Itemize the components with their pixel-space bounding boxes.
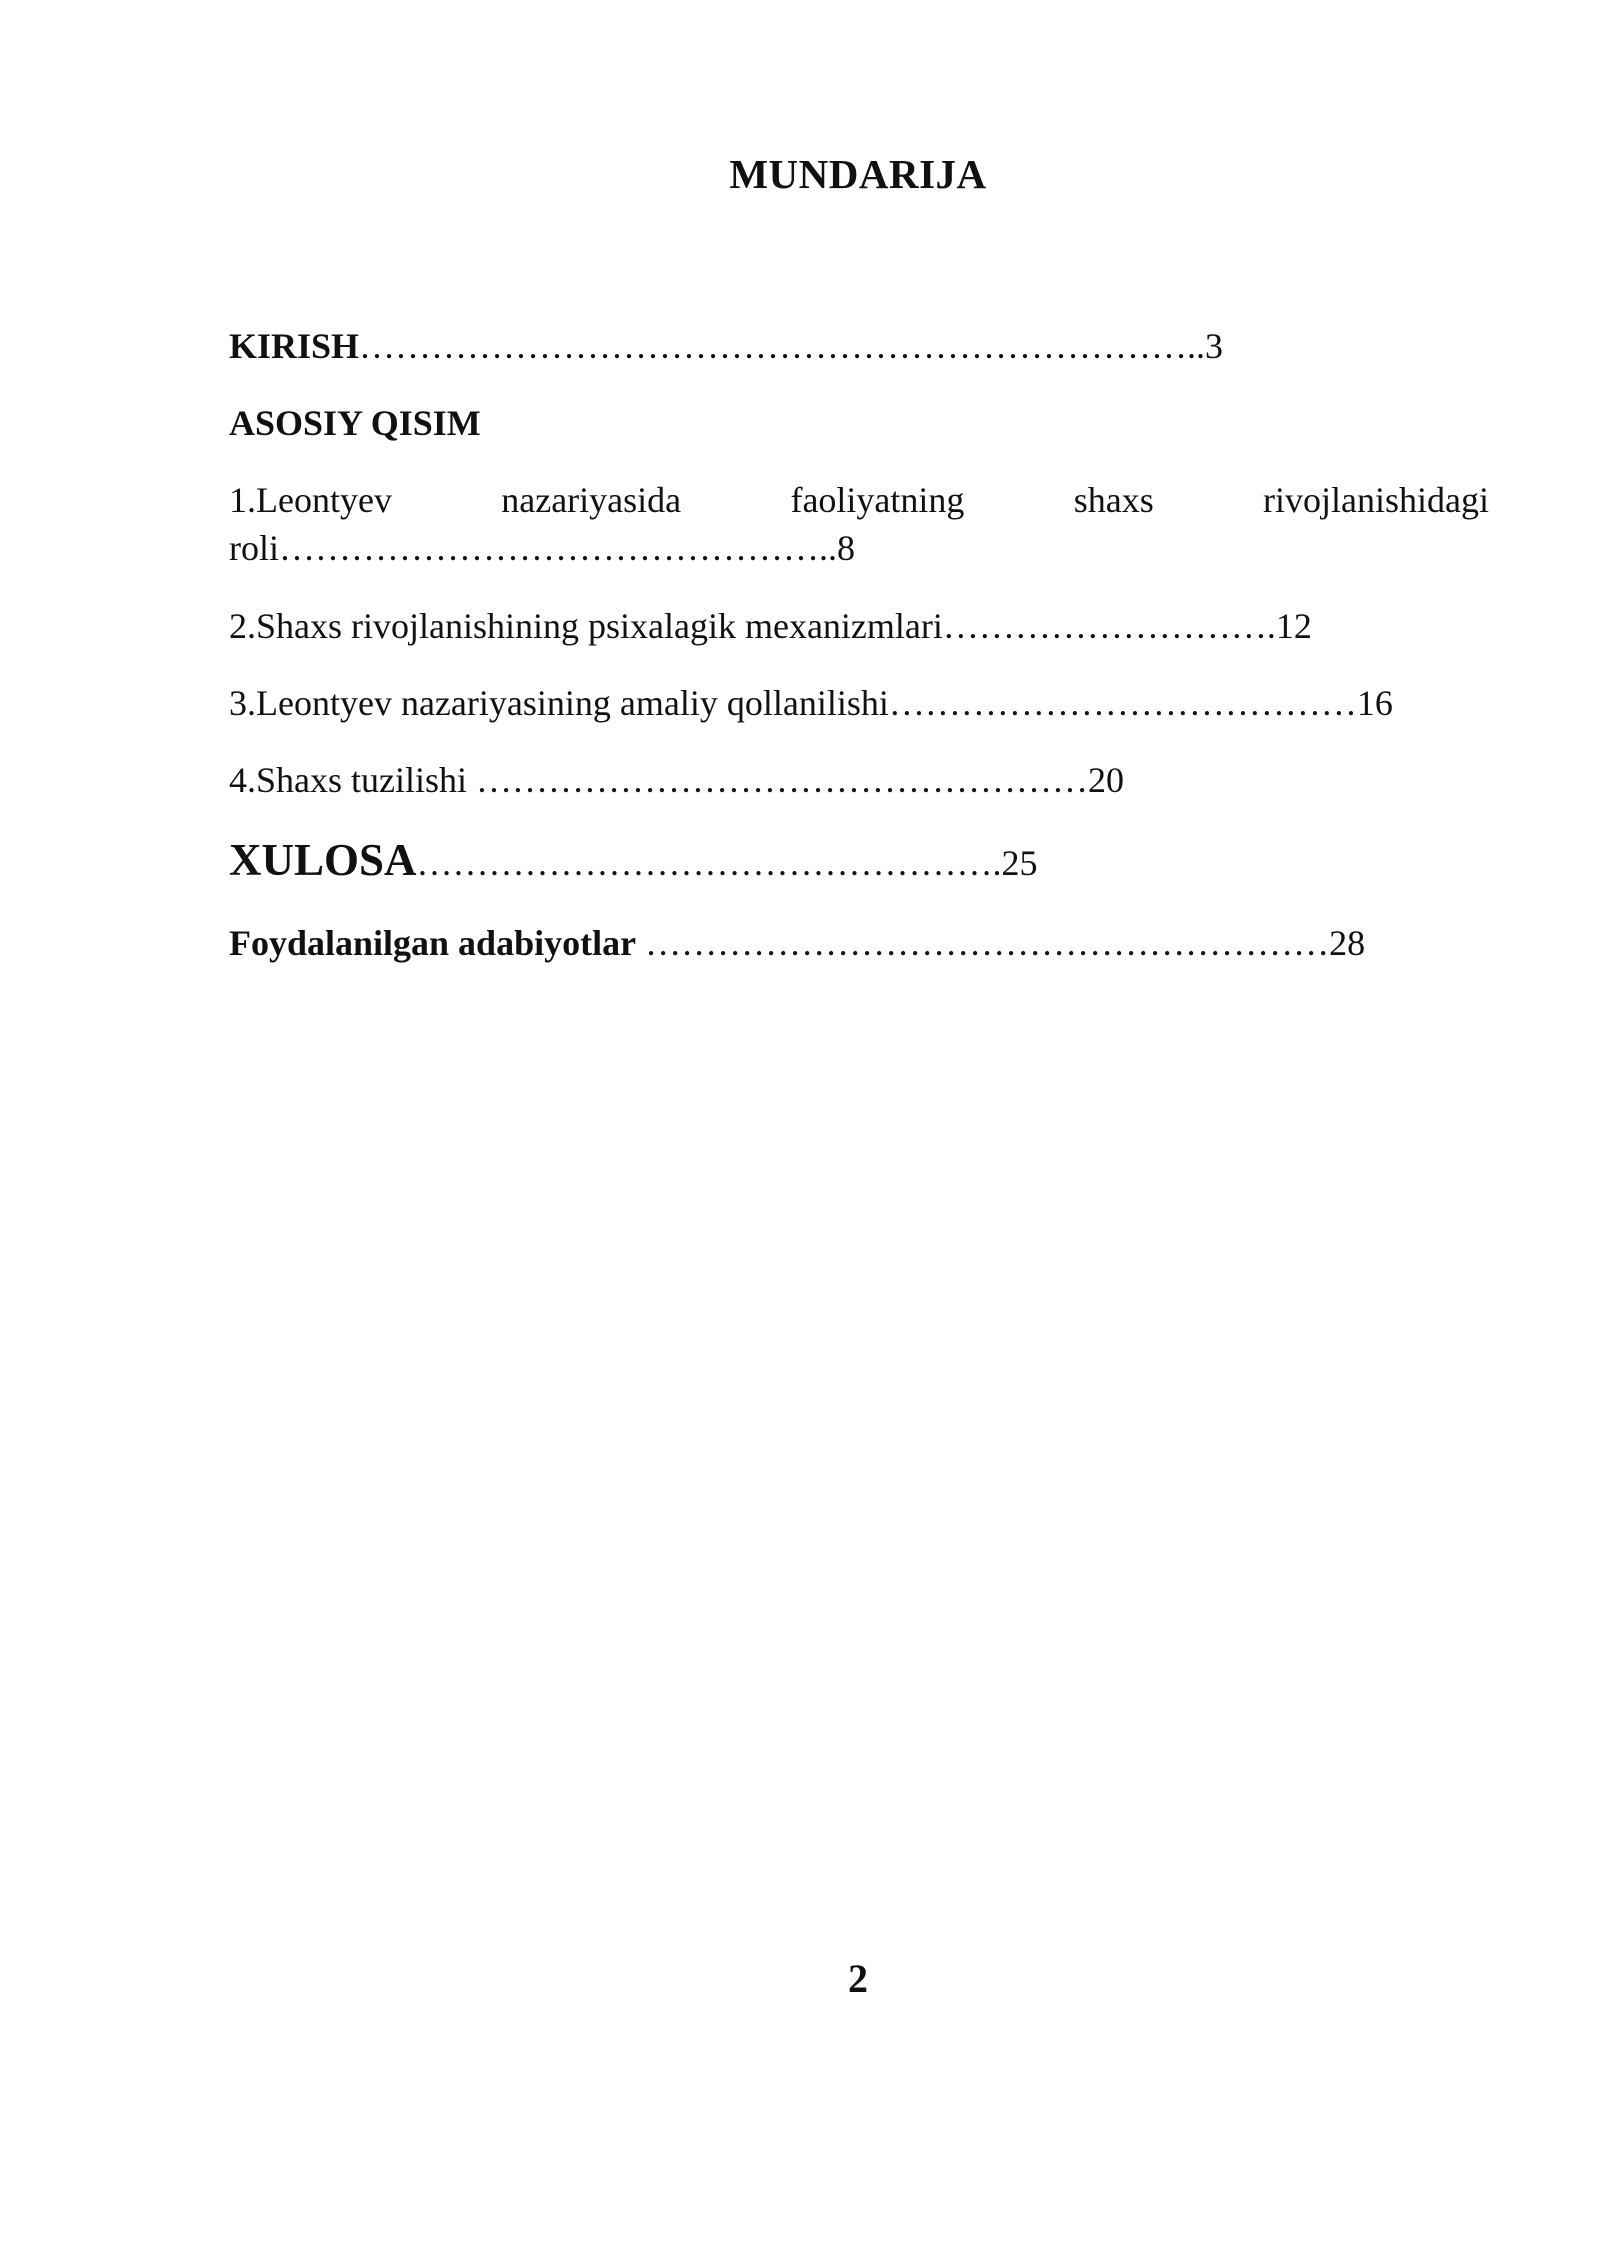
toc-page-number: 12 bbox=[1275, 606, 1312, 646]
toc-section-asosiy-qisim: ASOSIY QISIM bbox=[229, 403, 481, 443]
toc-leader-dots: …………………………………………. bbox=[416, 843, 1002, 883]
toc-leader-dots: …………………………………………………………….. bbox=[359, 326, 1206, 366]
toc-entry-xulosa[interactable] bbox=[229, 835, 1038, 885]
toc-word: nazariyasida bbox=[501, 480, 682, 520]
toc-entry-label: 3.Leontyev nazariyasining amaliy qollanilishi bbox=[229, 683, 889, 723]
toc-leader-dots: ………………………. bbox=[942, 606, 1276, 646]
toc-page-number: 20 bbox=[1088, 760, 1125, 800]
toc-entry-adabiyotlar[interactable] bbox=[229, 925, 1365, 961]
toc-entry-4[interactable] bbox=[229, 762, 1124, 798]
toc-entry-label: Foydalanilgan adabiyotlar bbox=[229, 923, 637, 963]
toc-leader-dots: …………………………………………… bbox=[476, 760, 1089, 800]
toc-entry-1-second-line[interactable] bbox=[229, 530, 855, 566]
toc-page-number: 8 bbox=[837, 528, 855, 568]
toc-entry-2[interactable] bbox=[229, 608, 1312, 644]
toc-entry-label: KIRISH bbox=[229, 326, 360, 366]
toc-entry-3[interactable] bbox=[229, 685, 1393, 721]
toc-leader-dots: ……………………………………….. bbox=[279, 528, 837, 568]
toc-entry-label: XULOSA bbox=[229, 835, 417, 885]
toc-entry-1-first-line[interactable] bbox=[229, 482, 1489, 518]
toc-page-number: 3 bbox=[1205, 326, 1224, 366]
toc-entry-label: 2.Shaxs rivojlanishining psixalagik mexanizmlari bbox=[229, 606, 943, 646]
toc-leader-dots: ………………………………………………… bbox=[636, 923, 1330, 963]
toc-word: 1.Leontyev bbox=[229, 480, 392, 520]
toc-word: rivojlanishidagi bbox=[1263, 480, 1489, 520]
toc-word: shaxs bbox=[1073, 480, 1154, 520]
toc-page-number: 25 bbox=[1001, 843, 1038, 883]
page-number: 2 bbox=[848, 1956, 868, 2001]
toc-page-number: 16 bbox=[1356, 683, 1393, 723]
toc-entry-label: roli bbox=[229, 528, 279, 568]
toc-entry-label: 4.Shaxs tuzilishi bbox=[229, 760, 477, 800]
toc-page-number: 28 bbox=[1329, 923, 1366, 963]
toc-leader-dots: ………………………………… bbox=[888, 683, 1357, 723]
toc-word: faoliyatning bbox=[790, 480, 965, 520]
page-title: MUNDARIJA bbox=[729, 151, 987, 197]
toc-entry-kirish[interactable] bbox=[229, 328, 1223, 364]
